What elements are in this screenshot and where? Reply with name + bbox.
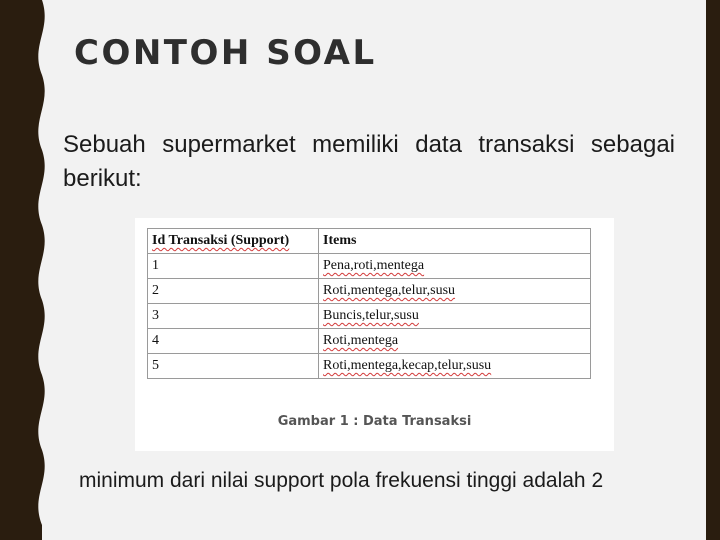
table-row <box>148 304 591 329</box>
table-row <box>148 329 591 354</box>
cell-items: Roti,mentega <box>319 329 591 354</box>
cell-items: Roti,mentega,telur,susu <box>319 279 591 304</box>
slide-title: CONTOH SOAL <box>74 33 377 73</box>
cell-id: 3 <box>148 304 319 329</box>
intro-paragraph: Sebuah supermarket memiliki data transaksi sebagai berikut: <box>63 131 675 192</box>
cell-id: 2 <box>148 279 319 304</box>
right-border-strip <box>706 0 720 540</box>
table-header-row <box>148 229 591 254</box>
support-threshold-text: minimum dari nilai support pola frekuensi tinggi adalah 2 <box>79 469 604 492</box>
cell-id: 5 <box>148 354 319 379</box>
cell-id: 4 <box>148 329 319 354</box>
table-row <box>148 279 591 304</box>
transaction-table <box>147 228 591 379</box>
cell-items: Pena,roti,mentega <box>319 254 591 279</box>
figure-caption: Gambar 1 : Data Transaksi <box>277 414 472 429</box>
table-row <box>148 354 591 379</box>
column-header-items: Items <box>319 229 591 254</box>
column-header-id: Id Transaksi (Support) <box>148 229 319 254</box>
cell-id: 1 <box>148 254 319 279</box>
cell-items: Buncis,telur,susu <box>319 304 591 329</box>
cell-items: Roti,mentega,kecap,telur,susu <box>319 354 591 379</box>
table-row <box>148 254 591 279</box>
transaction-figure <box>135 218 614 451</box>
